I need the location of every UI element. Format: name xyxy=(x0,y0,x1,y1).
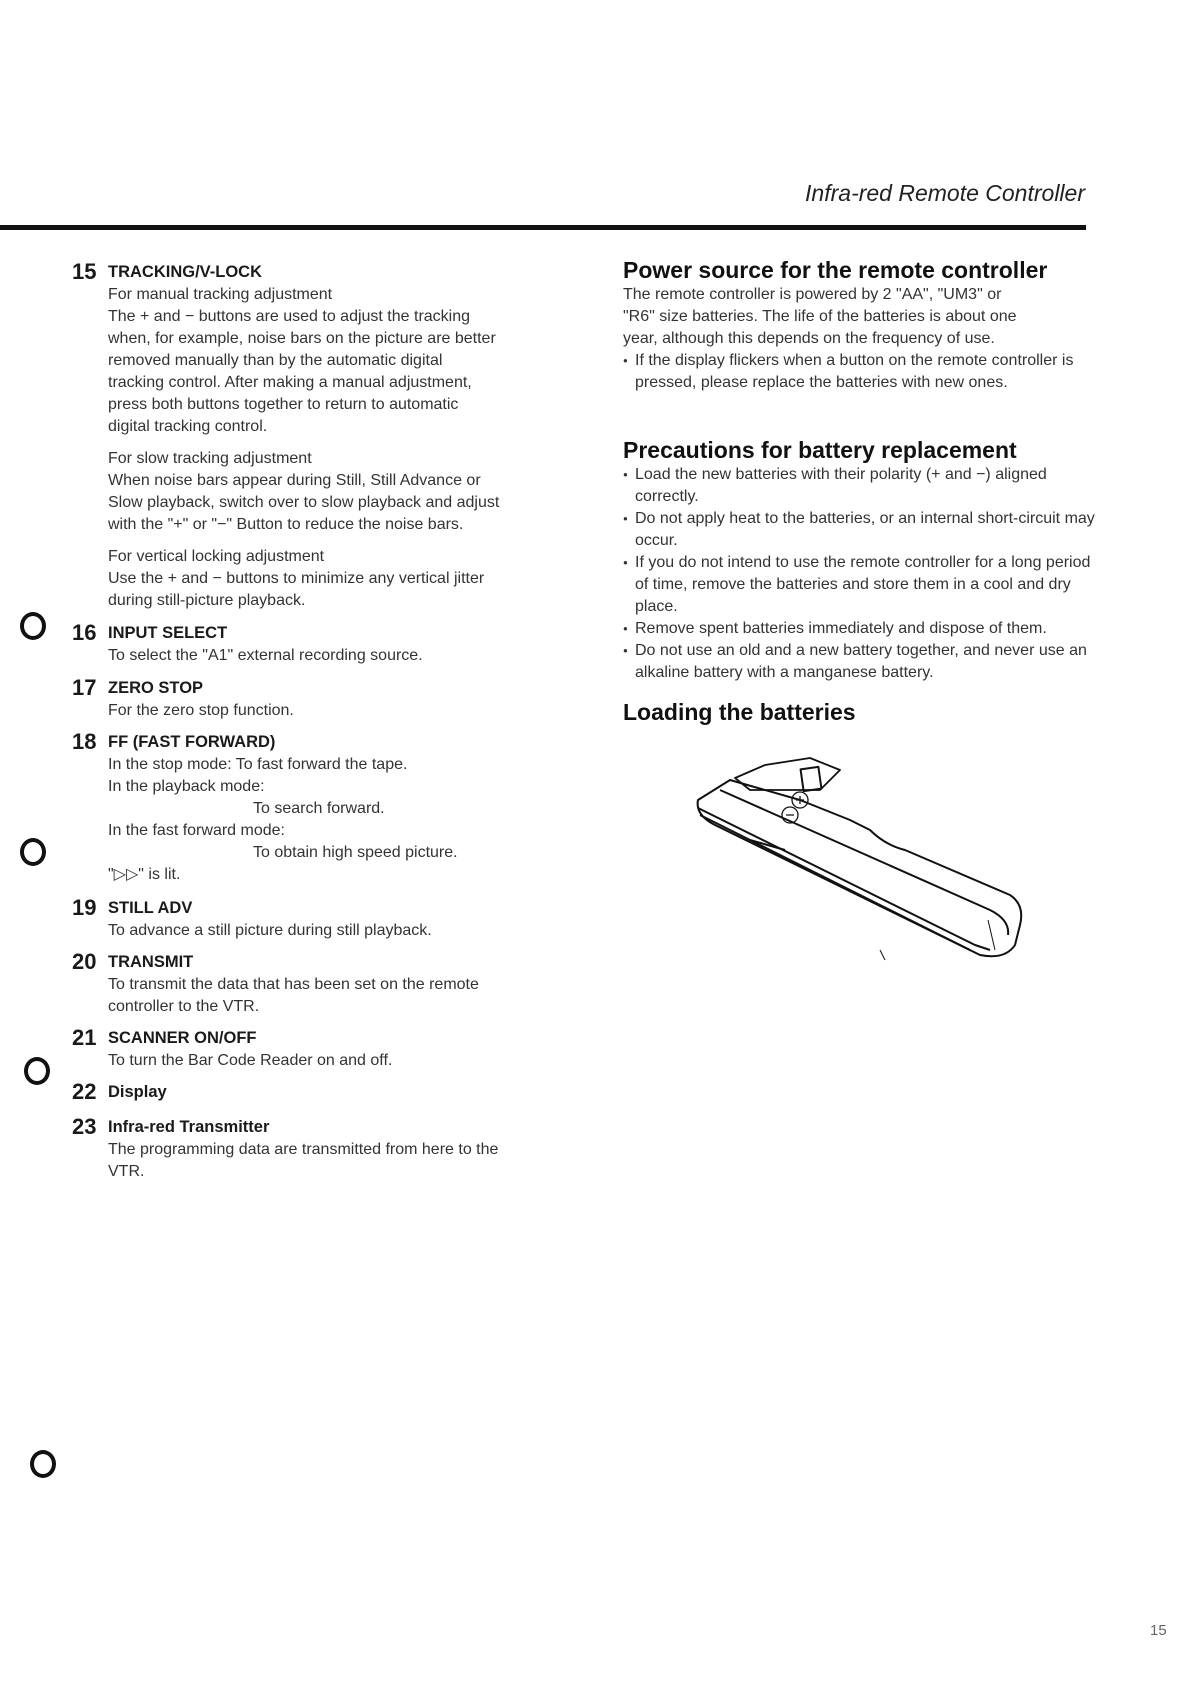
text-line: In the stop mode: To fast forward the tape. xyxy=(108,756,408,773)
text-line: removed manually than by the automatic digital xyxy=(108,352,443,369)
item-number: 18 xyxy=(72,729,97,754)
item-title: TRANSMIT xyxy=(108,953,194,971)
header-rule xyxy=(0,225,1086,230)
binder-hole-icon xyxy=(20,612,46,640)
text-line: For slow tracking adjustment xyxy=(108,450,312,467)
section-heading: Precautions for battery replacement xyxy=(623,437,1017,463)
text-line: during still-picture playback. xyxy=(108,592,306,609)
section-heading: Loading the batteries xyxy=(623,699,856,725)
text-line: controller to the VTR. xyxy=(108,998,260,1015)
item-number: 23 xyxy=(72,1114,97,1139)
text-line: digital tracking control. xyxy=(108,418,268,435)
loading-section xyxy=(623,698,1103,726)
item-title: INPUT SELECT xyxy=(108,624,228,642)
item-number: 19 xyxy=(72,895,97,920)
text-line: To search forward. xyxy=(253,800,385,817)
bullet-item: ● Load the new batteries with their polarity (+ and −) aligned correctly. xyxy=(623,464,1103,508)
item-title: Infra-red Transmitter xyxy=(108,1118,270,1136)
text-line: In the playback mode: xyxy=(108,778,265,795)
item-17 xyxy=(72,676,572,722)
text-line: To transmit the data that has been set on the remote xyxy=(108,976,479,993)
text-line: press both buttons together to return to automatic xyxy=(108,396,459,413)
remote-controller-illustration xyxy=(690,750,1030,965)
bullet-item: ● If the display flickers when a button on the remote controller is pressed, please replace the batteries with new ones. xyxy=(623,350,1103,394)
item-title: FF (FAST FORWARD) xyxy=(108,733,276,751)
text-line: VTR. xyxy=(108,1163,145,1180)
text-line: The remote controller is powered by 2 "AA", "UM3" or xyxy=(623,286,1002,303)
item-title: ZERO STOP xyxy=(108,679,204,697)
item-number: 17 xyxy=(72,675,97,700)
bullet-item: ● Remove spent batteries immediately and dispose of them. xyxy=(623,618,1103,640)
text-line: year, although this depends on the frequency of use. xyxy=(623,330,995,347)
text-line: with the "+" or "−" Button to reduce the noise bars. xyxy=(108,516,464,533)
text-line: For vertical locking adjustment xyxy=(108,548,325,565)
text-line: "▷▷" is lit. xyxy=(108,866,181,883)
item-title: SCANNER ON/OFF xyxy=(108,1029,257,1047)
item-number: 22 xyxy=(72,1079,97,1104)
item-22 xyxy=(72,1080,572,1104)
text-line: For the zero stop function. xyxy=(108,702,294,719)
text-line: To select the "A1" external recording source. xyxy=(108,647,423,664)
text-line: To turn the Bar Code Reader on and off. xyxy=(108,1052,393,1069)
binder-hole-icon xyxy=(20,838,46,866)
item-19 xyxy=(72,896,572,942)
item-number: 21 xyxy=(72,1025,97,1050)
item-23 xyxy=(72,1115,572,1183)
text-line: The + and − buttons are used to adjust the tracking xyxy=(108,308,471,325)
text-line: Use the + and − buttons to minimize any vertical jitter xyxy=(108,570,485,587)
text-line: For manual tracking adjustment xyxy=(108,286,333,303)
item-15 xyxy=(72,260,572,622)
precautions-section xyxy=(623,436,1103,684)
item-number: 20 xyxy=(72,949,97,974)
section-heading: Power source for the remote controller xyxy=(623,257,1048,283)
item-21 xyxy=(72,1026,572,1072)
item-title: TRACKING/V-LOCK xyxy=(108,263,262,281)
item-16 xyxy=(72,621,572,667)
binder-hole-icon xyxy=(30,1450,56,1478)
item-title: Display xyxy=(108,1083,167,1101)
page-number: 15 xyxy=(1150,1622,1167,1639)
item-18 xyxy=(72,730,572,886)
text-line: tracking control. After making a manual adjustment, xyxy=(108,374,472,391)
bullet-item: ● If you do not intend to use the remote controller for a long period of time, remove the batteries and store them in a cool and dry place. xyxy=(623,552,1103,618)
item-number: 15 xyxy=(72,259,97,284)
text-line: The programming data are transmitted from here to the xyxy=(108,1141,499,1158)
text-line: To advance a still picture during still playback. xyxy=(108,922,432,939)
text-line: "R6" size batteries. The life of the batteries is about one xyxy=(623,308,1017,325)
text-line: Slow playback, switch over to slow playback and adjust xyxy=(108,494,500,511)
bullet-item: ● Do not use an old and a new battery together, and never use an alkaline battery with a manganese battery. xyxy=(623,640,1103,684)
binder-hole-icon xyxy=(24,1057,50,1085)
text-line: In the fast forward mode: xyxy=(108,822,285,839)
text-line: To obtain high speed picture. xyxy=(253,844,458,861)
text-line: when, for example, noise bars on the picture are better xyxy=(108,330,496,347)
running-header: Infra-red Remote Controller xyxy=(805,180,1085,206)
item-20 xyxy=(72,950,572,1018)
text-line: When noise bars appear during Still, Still Advance or xyxy=(108,472,481,489)
bullet-item: ● Do not apply heat to the batteries, or an internal short-circuit may occur. xyxy=(623,508,1103,552)
item-number: 16 xyxy=(72,620,97,645)
item-title: STILL ADV xyxy=(108,899,193,917)
power-source-section xyxy=(623,256,1103,394)
